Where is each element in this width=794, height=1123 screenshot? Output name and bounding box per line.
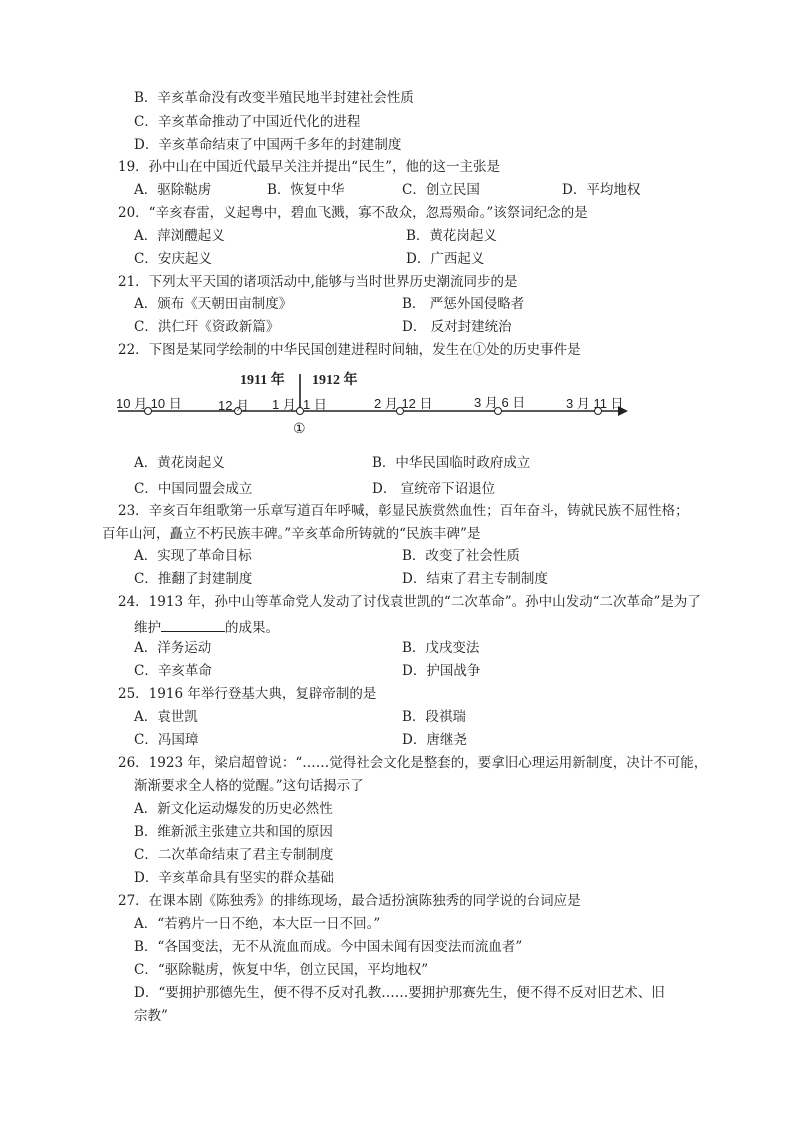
q25-option-a: A．袁世凯 — [134, 709, 198, 725]
q18-option-b: B．辛亥革命没有改变半殖民地半封建社会性质 — [134, 90, 414, 106]
q24-stem-post: 的成果。 — [225, 620, 279, 636]
q21-option-a: A．颁布《天朝田亩制度》 — [134, 296, 293, 312]
q27-option-d-line1: D．“要拥护那德先生，便不得不反对孔教……要拥护那赛先生，便不得不反对旧艺术、旧 — [134, 985, 665, 1001]
q20-option-a: A．萍浏醴起义 — [134, 228, 225, 244]
q24-answer-blank[interactable] — [161, 619, 225, 632]
q27-option-a: A．“若鸦片一日不绝，本大臣一日不回。” — [134, 916, 381, 932]
q18-option-c: C．辛亥革命推动了中国近代化的进程 — [134, 114, 361, 130]
q24-option-d: D．护国战争 — [402, 663, 481, 679]
q24-stem-pre: 维护 — [134, 620, 161, 636]
timeline-date-mar11: 3 月 11 日 — [566, 396, 624, 411]
q27-option-b: B．“各国变法，无不从流血而成。今中国未闻有因变法而流血者” — [134, 939, 523, 955]
q24-option-c: C．辛亥革命 — [134, 663, 212, 679]
q19-option-c: C．创立民国 — [402, 182, 480, 198]
timeline-date-jan: 1 月 — [272, 397, 296, 412]
q27-stem: 27．在课本剧《陈独秀》的排练现场，最合适扮演陈独秀的同学说的台词应是 — [118, 893, 581, 909]
q24-stem-line1: 24．1913 年，孙中山等革命党人发动了讨伐袁世凯的“二次革命”。孙中山发动“二次革命”是为了 — [118, 594, 701, 610]
q26-option-c: C．二次革命结束了君主专制制度 — [134, 847, 334, 863]
q22-option-d: D． 宣统帝下诏退位 — [372, 481, 496, 497]
q21-stem: 21．下列太平天国的诸项活动中,能够与当时世界历史潮流同步的是 — [118, 274, 518, 290]
q21-option-c: C．洪仁玕《资政新篇》 — [134, 319, 280, 335]
q23-option-d: D．结束了君主专制制度 — [402, 571, 548, 587]
q23-option-a: A．实现了革命目标 — [134, 548, 252, 564]
q20-option-b: B．黄花岗起义 — [406, 228, 497, 244]
q26-option-b: B．维新派主张建立共和国的原因 — [134, 824, 333, 840]
q24-option-a: A．洋务运动 — [134, 640, 212, 656]
q22-option-a: A．黄花岗起义 — [134, 455, 225, 471]
q22-option-c: C．中国同盟会成立 — [134, 481, 253, 497]
q22-option-b: B．中华民国临时政府成立 — [372, 455, 531, 471]
q19-stem: 19．孙中山在中国近代最早关注并提出“民生”，他的这一主张是 — [118, 159, 500, 175]
timeline-marker-1: ① — [293, 420, 306, 436]
q19-option-b: B．恢复中华 — [267, 182, 345, 198]
q23-option-c: C．推翻了封建制度 — [134, 571, 253, 587]
timeline-date-mar6: 3 月 6 日 — [474, 395, 526, 410]
q19-option-a: A．驱除鞑虏 — [134, 182, 212, 198]
timeline-date-feb12: 2 月 12 日 — [374, 396, 433, 411]
q18-option-d: D．辛亥革命结束了中国两千多年的封建制度 — [134, 137, 402, 153]
q25-option-b: B．段祺瑞 — [402, 709, 466, 725]
timeline-axis — [112, 370, 632, 440]
q27-option-d-line2: 宗教” — [134, 1008, 168, 1024]
q23-stem-line2: 百年山河，矗立不朽民族丰碑。”辛亥革命所铸就的“民族丰碑”是 — [102, 526, 481, 542]
timeline-year-1912: 1912 年 — [312, 373, 358, 388]
q26-option-d: D．辛亥革命具有坚实的群众基础 — [134, 870, 334, 886]
q23-stem-line1: 23．辛亥百年组歌第一乐章写道百年呼喊，彰显民族赏然血性；百年奋斗，铸就民族不屈性格； — [118, 503, 689, 519]
q20-option-c: C．安庆起义 — [134, 251, 212, 267]
timeline-date-1st: 1 日 — [303, 397, 327, 412]
q21-option-b: B． 严惩外国侵略者 — [402, 296, 525, 312]
q24-stem-line2 — [134, 619, 279, 636]
q26-option-a: A．新文化运动爆发的历史必然性 — [134, 801, 333, 817]
q25-option-d: D．唐继尧 — [402, 732, 467, 748]
q19-option-d: D．平均地权 — [562, 182, 641, 198]
timeline-date-dec: 12 月 — [218, 398, 250, 413]
timeline-date-oct10: 10 月 10 日 — [116, 396, 182, 411]
q24-option-b: B．戊戌变法 — [402, 640, 480, 656]
q23-option-b: B．改变了社会性质 — [402, 548, 520, 564]
q27-option-c: C．“驱除鞑虏，恢复中华，创立民国，平均地权” — [134, 962, 429, 978]
q26-stem-line2: 渐渐要求全人格的觉醒。”这句话揭示了 — [134, 778, 364, 794]
timeline-year-1911: 1911 年 — [240, 373, 285, 388]
q20-stem: 20．“辛亥春雷，义起粤中，碧血飞溅，寡不敌众，忽焉殒命。”该祭词纪念的是 — [118, 205, 588, 221]
q20-option-d: D．广西起义 — [406, 251, 485, 267]
q25-stem: 25．1916 年举行登基大典，复辟帝制的是 — [118, 686, 377, 702]
timeline-figure — [112, 370, 632, 440]
q26-stem-line1: 26．1923 年，梁启超曾说：“……觉得社会文化是整套的，要拿旧心理运用新制度，决计不可能， — [118, 755, 708, 771]
q25-option-c: C．冯国璋 — [134, 732, 199, 748]
q22-stem: 22．下图是某同学绘制的中华民国创建进程时间轴，发生在①处的历史事件是 — [118, 342, 581, 358]
q21-option-d: D． 反对封建统治 — [402, 319, 512, 335]
